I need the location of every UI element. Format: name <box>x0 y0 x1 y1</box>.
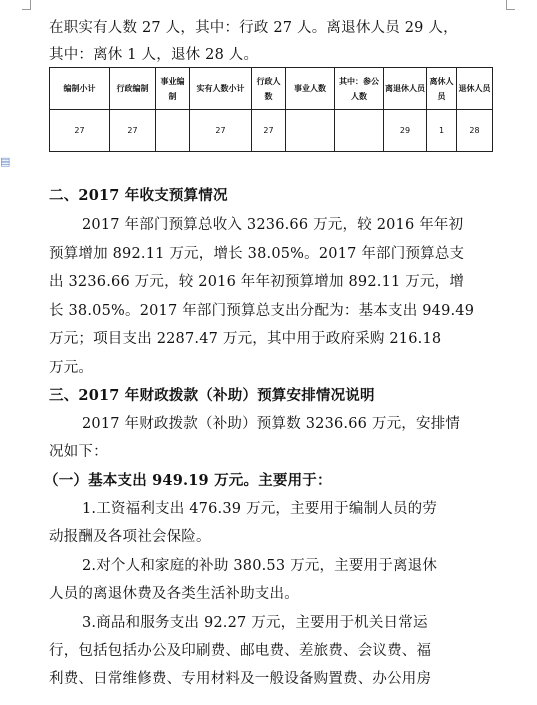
table-cell <box>156 110 190 152</box>
table-cell: 1 <box>427 110 457 152</box>
section-2-line-3: 出 3236.66 万元，较 2016 年年初预算增加 892.11 万元，增 <box>49 274 465 290</box>
intro-line-1: 在职实有人数 27 人，其中：行政 27 人。离退休人员 29 人， <box>49 20 458 36</box>
subsection-1-heading: （一）基本支出 949.19 万元。主要用于： <box>44 472 332 489</box>
table-cell: 27 <box>110 110 156 152</box>
document-icon[interactable]: ▤ <box>0 155 11 168</box>
item-3-line-1: 3.商品和服务支出 92.27 万元，主要用于机关日常运 <box>82 615 428 631</box>
section-3-heading: 三、2017 年财政拨款（补助）预算安排情况说明 <box>49 387 375 404</box>
table-cell <box>335 110 384 152</box>
table-header-cell: 离退休人员 <box>384 68 427 110</box>
table-header-cell: 行政人数 <box>252 68 286 110</box>
item-2-line-1: 2.对个人和家庭的补助 380.53 万元，主要用于离退休 <box>82 558 438 574</box>
table-header-cell: 编制小计 <box>50 68 110 110</box>
table-row <box>50 110 493 152</box>
section-2-line-2: 预算增加 892.11 万元，增长 38.05%。2017 年部门预算总支 <box>49 246 465 262</box>
table-cell: 29 <box>384 110 427 152</box>
item-1-line-2: 动报酬及各项社会保险。 <box>49 529 211 545</box>
section-3-line-2: 况如下： <box>49 444 108 460</box>
table-header-cell: 行政编制 <box>110 68 156 110</box>
section-2-line-4: 长 38.05%。2017 年部门预算总支出分配为：基本支出 949.49 <box>49 303 475 319</box>
table-cell: 28 <box>457 110 493 152</box>
intro-line-2: 其中：离休 1 人，退休 28 人。 <box>49 47 259 63</box>
item-3-line-3: 利费、日常维修费、专用材料及一般设备购置费、办公用房 <box>49 671 432 687</box>
section-3-line-1: 2017 年财政拨款（补助）预算数 3236.66 万元，安排情 <box>82 416 461 432</box>
table-header-cell: 离休人员 <box>427 68 457 110</box>
table-cell: 27 <box>190 110 252 152</box>
margin-mark-top-right-h <box>506 9 515 10</box>
table-header-cell: 实有人数小计 <box>190 68 252 110</box>
table-cell: 27 <box>50 110 110 152</box>
section-2-line-1: 2017 年部门预算总收入 3236.66 万元，较 2016 年年初 <box>82 217 464 233</box>
table-header-cell: 退休人员 <box>457 68 493 110</box>
table-header-row <box>50 68 493 110</box>
staffing-table <box>49 67 493 152</box>
item-1-line-1: 1.工资福利支出 476.39 万元，主要用于编制人员的劳 <box>82 501 438 517</box>
table-header-cell: 事业人数 <box>286 68 335 110</box>
table-header-cell: 其中：参公人数 <box>335 68 384 110</box>
section-2-line-5: 万元；项目支出 2287.47 万元，其中用于政府采购 216.18 <box>49 331 442 347</box>
margin-mark-top-left-h <box>22 9 31 10</box>
table-cell: 27 <box>252 110 286 152</box>
table-cell <box>286 110 335 152</box>
item-3-line-2: 行，包括包括办公及印刷费、邮电费、差旅费、会议费、福 <box>49 643 432 659</box>
item-2-line-2: 人员的离退休费及各类生活补助支出。 <box>49 586 299 602</box>
section-2-line-6: 万元。 <box>49 360 94 376</box>
section-2-heading: 二、2017 年收支预算情况 <box>49 187 228 204</box>
table-header-cell: 事业编制 <box>156 68 190 110</box>
